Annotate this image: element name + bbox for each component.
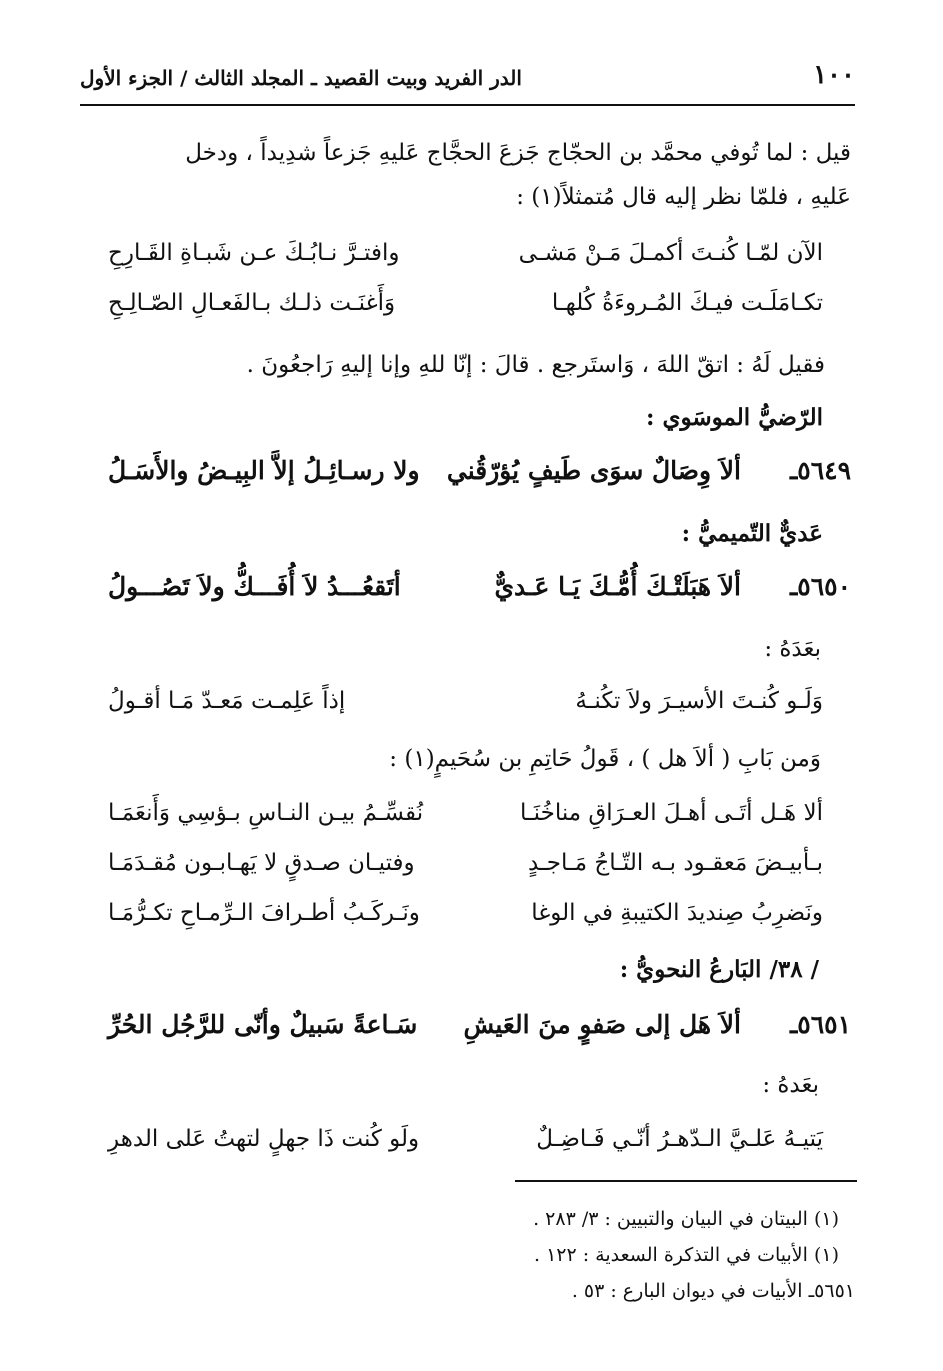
second-hemistich: أتَقعُـــدُ لاَ أُفَـــكُّ ولاَ تَصُـــولُ [108,572,401,601]
footnote: (١) البيتان في البيان والتبيين : ٣/ ٢٨٣ . [533,1208,839,1230]
second-hemistich: ولَو كُنت ذَا جهلٍ لتهتُ عَلى الدهرِ [108,1126,420,1152]
numbered-verse-5650 [84,572,851,612]
verse-number: ٥٦٥٠ـ [789,572,851,601]
first-hemistich: يَتيـهُ عَلـيَّ الـدّهـرُ أنّـي فَـاضِـلٌ [536,1126,823,1152]
verse-line [84,290,851,330]
poet-heading: الرّضيُّ الموسَوي : [645,404,823,431]
verse-line [84,1126,851,1166]
page-header [80,56,855,98]
first-hemistich: ألاَ وِصَالٌ سوَى طَيفٍ يُؤرّقُني [446,456,741,485]
poet-heading: / ٣٨/ البَارعُ النحويُّ : [619,956,819,983]
second-hemistich: وفتيـان صـدقٍ لا يَهـابـون مُقـدَمَـا [108,850,415,876]
verse-number: ٥٦٥١ـ [789,1010,851,1039]
second-hemistich: إذاً عَلِمـت مَعـدّ مَـا أقـولُ [108,688,346,714]
first-hemistich: ألا هَـل أتَـى أهـلَ العـرَاقِ مناخُنَـا [519,800,823,826]
intro-line-2: عَليهِ ، فلمّا نظر إليه قال مُتمثلاً(١) : [516,184,851,210]
running-title: الدر الفريد وبيت القصيد ـ المجلد الثالث / الجزء الأول [80,66,522,90]
label-line: بعَدَهُ : [764,636,821,662]
second-hemistich: وَأَغنَـت ذلـك بـالفَعـالِ الصّـالِـحِ [108,290,396,316]
footnote: ٥٦٥١ـ الأبيات في ديوان البارع : ٥٣ . [571,1280,855,1302]
verse-number: ٥٦٤٩ـ [789,456,851,485]
header-rule [80,104,855,106]
verse-line [84,688,851,728]
first-hemistich: بـأبيـضَ مَعقـود بـه التّـاجُ مَـاجـدٍ [527,850,823,876]
second-hemistich: نُقسِّـمُ بيـن النـاسِ بـؤسِي وَأَنعَمَـا [108,800,424,826]
first-hemistich: وَلَـو كُنـتَ الأسيـرَ ولاَ تكُنـهُ [575,688,823,714]
intro-line-1: قيل : لما تُوفي محمَّد بن الحجّاج جَزعَ الحجَّاج عَليهِ جَزعاً شدِيداً ، ودخل [185,140,851,166]
verse-line [84,900,851,940]
first-hemistich: ألاَ هَبَلَتْـكَ أُمُّـكَ يَـا عَـديٌّ [494,572,741,601]
second-hemistich: ونَـركَـبُ أطـرافَ الـرِّمـاحِ تكـرُّمَـا [108,900,420,926]
poet-heading: عَديٌّ التّميميُّ : [681,520,823,547]
numbered-verse-5651 [84,1010,851,1050]
numbered-verse-5649 [84,456,851,496]
second-hemistich: وافتـرَّ نـابُـكَ عـن شَبـاةِ القَـارِحِ [108,240,400,266]
first-hemistich: ألاَ هَل إلى صَفوٍ منَ العَيشِ [463,1010,741,1039]
verse-line [84,240,851,280]
second-hemistich: سَـاعةً سَبيلٌ وأنّى للرَّجُل الحُرِّ [108,1010,418,1039]
footnote-rule [515,1180,857,1182]
label-line: بعَدهُ : [762,1072,819,1098]
second-hemistich: ولا رسـائِـلُ إلاَّ البِيـضُ والأَسَـلُ [108,456,420,485]
prose-line: فقيل لَهُ : اتقّ اللهَ ، وَاستَرجع . قالَ : إنّا للهِ وإنا إليهِ رَاجعُونَ . [246,352,825,378]
first-hemistich: ونَضرِبُ صِنديدَ الكتيبةِ في الوغا [531,900,823,926]
footnote: (١) الأبيات في التذكرة السعدية : ١٢٢ . [533,1244,839,1266]
prose-line: وَمن بَابِ ( ألاَ هل ) ، قَولُ حَاتِمِ بن سُحَيمٍ(١) : [389,746,821,772]
page-number: ١٠٠ [813,60,855,90]
verse-line [84,800,851,840]
first-hemistich: الآن لمّـا كُنـتَ أكمـلَ مَـنْ مَشـى [518,240,823,266]
first-hemistich: تكـامَلَـت فيـكَ المُـروءَةُ كُلهـا [551,290,823,316]
verse-line [84,850,851,890]
